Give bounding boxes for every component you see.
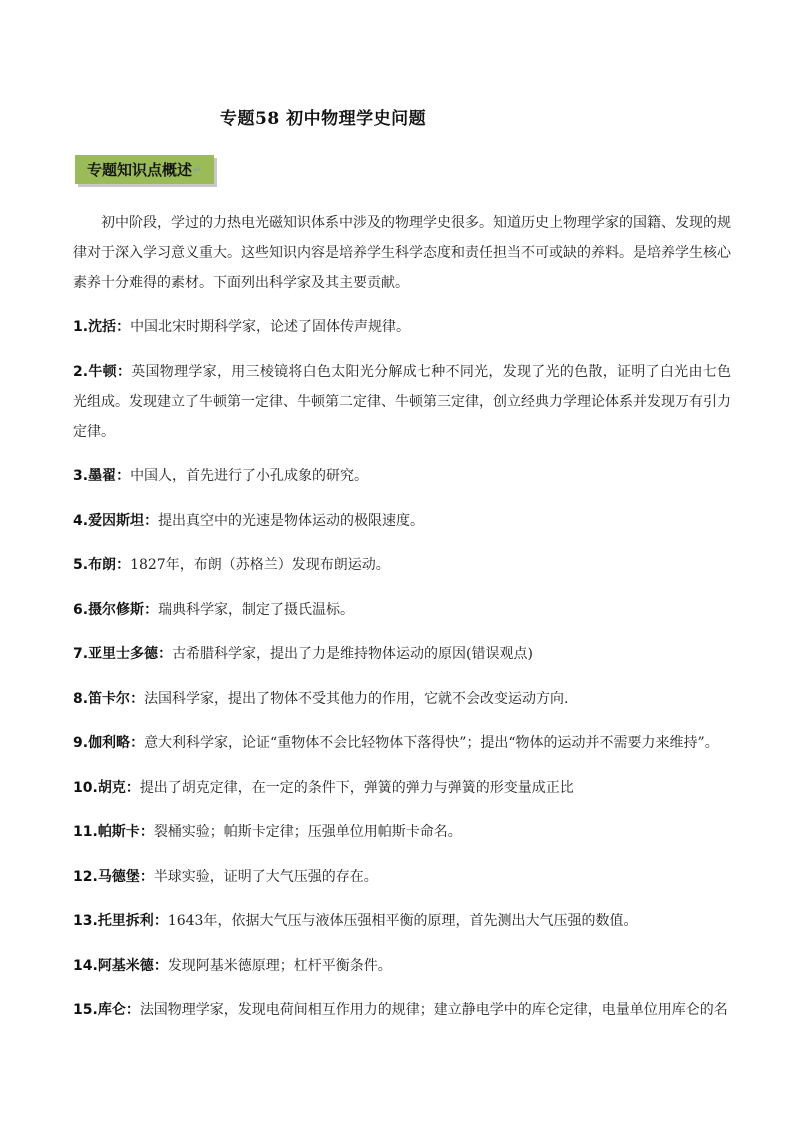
scientist-name [73, 735, 144, 751]
scientist-entry [73, 862, 731, 892]
contribution-text: 发现阿基米德原理；杠杆平衡条件。 [167, 957, 392, 974]
scientist-entry [73, 506, 731, 536]
scientist-entry [73, 951, 731, 981]
scientist-name-text: 马德堡 [97, 868, 140, 885]
scientist-entry [73, 906, 731, 936]
scientist-entry [73, 995, 731, 1025]
intro-paragraph: 初中阶段，学过的力热电光磁知识体系中涉及的物理学史很多。知道历史上物理学家的国籍、发现的规律对于深入学习意义重大。这些知识内容是培养学生科学态度和责任担当不可或缺的养料。是培养学生核心素养十分难得的素材。下面列出科学家及其主要贡献。 [73, 215, 731, 291]
contribution-text: 提出了胡克定律，在一定的条件下，弹簧的弹力与弹簧的形变量成正比 [139, 779, 574, 796]
entry-number: 3. [73, 468, 89, 484]
scientist-name [73, 691, 144, 707]
entry-number: 13. [73, 913, 98, 929]
entry-number: 11. [73, 824, 98, 840]
name-colon: ： [116, 557, 131, 573]
entry-number: 15. [73, 1002, 98, 1018]
contribution-text: 裂桶实验；帕斯卡定律；压强单位用帕斯卡命名。 [153, 824, 462, 840]
contribution-text: 中国北宋时期科学家，论述了固体传声规律。 [130, 319, 411, 335]
name-colon: ： [125, 1002, 140, 1018]
contribution-text: 意大利科学家，论证“重物体不会比轻物体下落得快”；提出“物体的运动并不需要力来维持”。 [144, 735, 719, 751]
scientist-entry [73, 728, 731, 758]
name-colon: ： [153, 913, 168, 929]
scientist-entry [73, 312, 731, 342]
scientist-name [73, 364, 131, 380]
scientist-name [73, 780, 140, 796]
scientist-entry [73, 639, 731, 669]
scientist-name-text: 伽利略 [88, 735, 131, 751]
name-colon: ： [139, 868, 154, 885]
contribution-text: 法国物理学家，发现电荷间相互作用力的规律；建立静电学中的库仑定律，电量单位用库仑的名 [139, 1002, 728, 1018]
contribution-text: 半球实验，证明了大气压强的存在。 [153, 868, 378, 885]
scientist-entry [73, 773, 731, 803]
name-colon: ： [144, 601, 159, 618]
section-badge [75, 155, 214, 184]
entry-number: 1. [73, 319, 89, 335]
name-colon: ： [144, 512, 159, 529]
scientist-entry [73, 595, 731, 625]
scientist-name [73, 468, 130, 484]
paragraph-mark-icon: ↵ [193, 163, 203, 176]
contribution-text: 1827年，布朗（苏格兰）发现布朗运动。 [130, 557, 390, 573]
scientist-name [73, 958, 168, 974]
scientist-entry [73, 550, 731, 580]
scientist-name-text: 布朗 [88, 557, 117, 573]
scientist-name-text: 笛卡尔 [88, 690, 131, 707]
name-colon: ： [139, 824, 154, 840]
scientist-name-text: 亚里士多德 [88, 646, 159, 662]
scientist-list [73, 312, 731, 1025]
entry-number: 4. [73, 512, 89, 529]
entry-number: 5. [73, 557, 89, 573]
scientist-name [73, 913, 168, 929]
entry-number: 7. [73, 646, 89, 662]
entry-number: 9. [73, 735, 89, 751]
scientist-name-text: 托里拆利 [97, 913, 154, 929]
content-body [73, 208, 731, 1040]
scientist-name [73, 602, 158, 618]
scientist-name-text: 库仑 [97, 1002, 126, 1018]
name-colon: ： [116, 319, 131, 335]
entry-number: 12. [73, 868, 98, 885]
contribution-text: 中国人，首先进行了小孔成象的研究。 [130, 468, 369, 484]
contribution-text: 法国科学家，提出了物体不受其他力的作用，它就不会改变运动方向. [144, 690, 569, 707]
contribution-text: 古希腊科学家，提出了力是维持物体运动的原因(错误观点) [172, 646, 533, 662]
scientist-name-text: 摄尔修斯 [88, 601, 145, 618]
page-title: 专题58 初中物理学史问题 [220, 109, 427, 129]
contribution-text: 英国物理学家，用三棱镜将白色太阳光分解成七种不同光，发现了光的色散，证明了白光由七色光组成。发现建立了牛顿第一定律、牛顿第二定律、牛顿第三定律，创立经典力学理论体系并发现万有引力定律。 [73, 363, 732, 440]
scientist-name-text: 墨翟 [88, 468, 117, 484]
scientist-name [73, 869, 154, 885]
scientist-name-text: 牛顿 [88, 363, 117, 380]
scientist-name [73, 1002, 140, 1018]
scientist-name-text: 帕斯卡 [97, 824, 140, 840]
name-colon: ： [130, 735, 145, 751]
scientist-entry [73, 461, 731, 491]
scientist-name-text: 胡克 [97, 779, 126, 796]
scientist-name [73, 513, 158, 529]
name-colon: ： [125, 779, 140, 796]
scientist-name-text: 爱因斯坦 [88, 512, 145, 529]
name-colon: ： [116, 363, 132, 380]
entry-number: 2. [73, 363, 89, 380]
name-colon: ： [153, 957, 168, 974]
scientist-name [73, 557, 130, 573]
name-colon: ： [116, 468, 131, 484]
name-colon: ： [130, 690, 145, 707]
scientist-name [73, 646, 172, 662]
contribution-text: 1643年，依据大气压与液体压强相平衡的原理，首先测出大气压强的数值。 [167, 913, 638, 929]
contribution-text: 瑞典科学家，制定了摄氏温标。 [158, 601, 355, 618]
scientist-name-text: 沈括 [88, 319, 117, 335]
scientist-name [73, 824, 154, 840]
scientist-entry [73, 684, 731, 714]
entry-number: 6. [73, 601, 89, 618]
section-badge-label: 专题知识点概述 [87, 161, 193, 179]
entry-number: 8. [73, 690, 89, 707]
scientist-entry [73, 357, 731, 447]
scientist-entry [73, 817, 731, 847]
contribution-text: 提出真空中的光速是物体运动的极限速度。 [158, 512, 425, 529]
name-colon: ： [158, 646, 173, 662]
entry-number: 10. [73, 779, 98, 796]
scientist-name [73, 319, 130, 335]
entry-number: 14. [73, 957, 98, 974]
scientist-name-text: 阿基米德 [97, 957, 154, 974]
